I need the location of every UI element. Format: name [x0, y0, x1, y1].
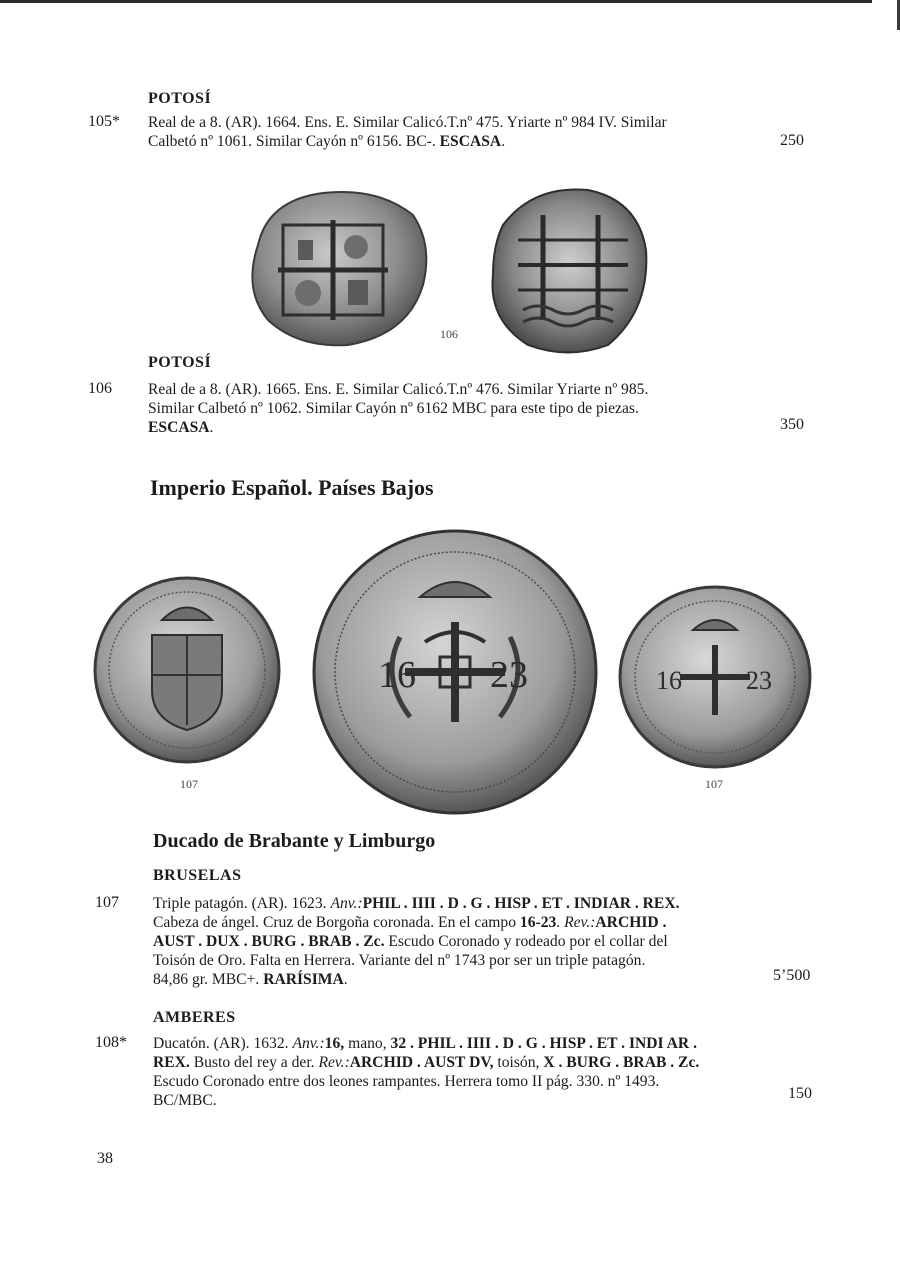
coin-106-obverse-image — [238, 185, 433, 350]
lot-number-105: 105* — [88, 113, 120, 130]
lot-106-line2: Similar Calbetó nº 1062. Similar Cayón nº 6162 MBC para este tipo de piezas. — [148, 400, 639, 417]
lot-106-line3: ESCASA. — [148, 419, 214, 436]
lot-108-line1: Ducatón. (AR). 1632. Anv.:16, mano, 32 . PHIL . IIII . D . G . HISP . ET . INDI AR . — [153, 1035, 697, 1052]
section-bruselas: BRUSELAS — [153, 867, 242, 884]
lot-description-108 — [153, 1034, 753, 1110]
lot-108-line2: REX. Busto del rey a der. Rev.:ARCHID . AUST DV, toisón, X . BURG . BRAB . Zc. — [153, 1054, 700, 1071]
lot-108-line3: Escudo Coronado entre dos leones rampantes. Herrera tomo II pág. 330. nº 1493. — [153, 1073, 660, 1090]
lot-107-line5: 84,86 gr. MBC+. RARÍSIMA. — [153, 971, 348, 988]
section-potosi-105: POTOSÍ — [148, 90, 212, 107]
lot-price-107: 5’500 — [773, 967, 811, 984]
lot-108-line4: BC/MBC. — [153, 1092, 217, 1109]
lot-105-line1: Real de a 8. (AR). 1664. Ens. E. Similar Calicó.T.nº 475. Yriarte nº 984 IV. Similar — [148, 114, 667, 131]
lot-number-106: 106 — [88, 380, 112, 397]
coin-106-reverse-image — [478, 180, 653, 360]
page-number: 38 — [97, 1150, 113, 1167]
coin-date-right: 23 — [490, 654, 528, 696]
section-potosi-106: POTOSÍ — [148, 354, 212, 371]
coin-small-date-left: 16 — [656, 666, 682, 695]
lot-price-108: 150 — [788, 1085, 812, 1102]
lot-number-107: 107 — [95, 894, 119, 911]
coin-caption-106: 106 — [440, 327, 458, 341]
lot-107-line2: Cabeza de ángel. Cruz de Borgoña coronada. En el campo 16-23. Rev.:ARCHID . — [153, 914, 667, 931]
lot-105-line2: Calbetó nº 1061. Similar Cayón nº 6156. BC-. ESCASA. — [148, 133, 506, 150]
lot-price-105: 250 — [780, 132, 804, 149]
lot-description-107 — [153, 894, 753, 989]
coin-107-obverse-image — [92, 575, 282, 765]
coin-date-left: 16 — [378, 654, 416, 696]
lot-description-105 — [148, 113, 748, 151]
coin-small-date-right: 23 — [746, 666, 772, 695]
lot-107-line1: Triple patagón. (AR). 1623. Anv.:PHIL . IIII . D . G . HISP . ET . INDIAR . REX. — [153, 895, 680, 912]
coin-107-large-image — [310, 527, 600, 817]
lot-107-line4: Toisón de Oro. Falta en Herrera. Variante del nº 1743 por ser un triple patagón. — [153, 952, 646, 969]
section-amberes: AMBERES — [153, 1009, 236, 1026]
subheading-ducado: Ducado de Brabante y Limburgo — [153, 830, 436, 852]
lot-106-line1: Real de a 8. (AR). 1665. Ens. E. Similar Calicó.T.nº 476. Similar Yriarte nº 985. — [148, 381, 649, 398]
heading-imperio-espanol: Imperio Español. Países Bajos — [150, 475, 434, 500]
lot-107-line3: AUST . DUX . BURG . BRAB . Zc. Escudo Coronado y rodeado por el collar del — [153, 933, 668, 950]
lot-description-106 — [148, 380, 753, 437]
top-border — [0, 0, 872, 3]
coin-caption-107-right: 107 — [705, 777, 723, 791]
coin-caption-107-left: 107 — [180, 777, 198, 791]
lot-price-106: 350 — [780, 416, 804, 433]
coin-107-reverse-image — [618, 585, 813, 770]
lot-number-108: 108* — [95, 1034, 127, 1051]
